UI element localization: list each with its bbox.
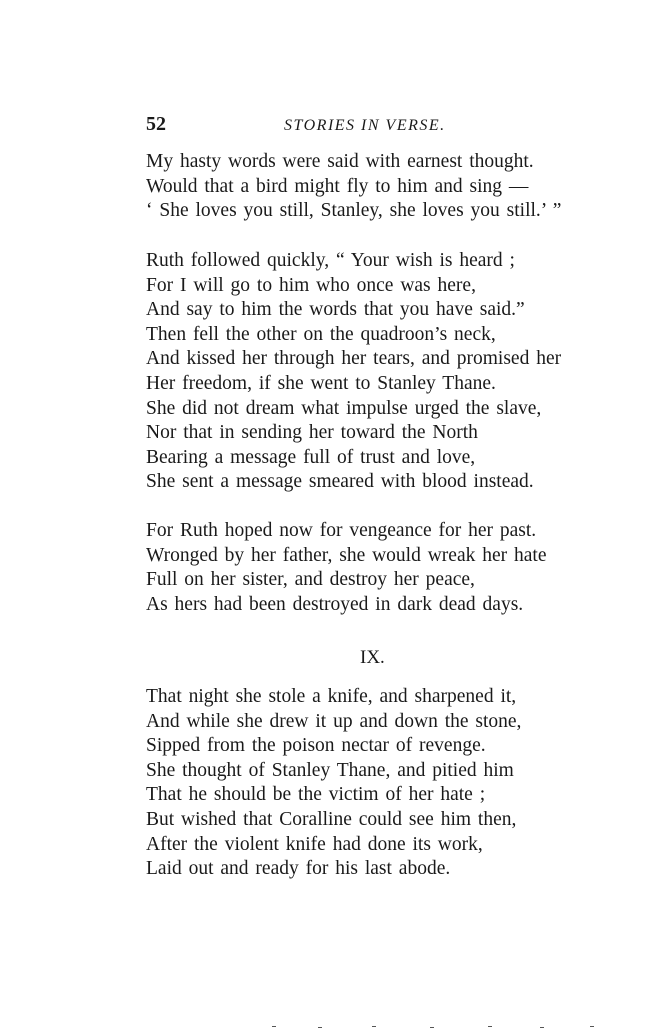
verse-line: And say to him the words that you have said.”	[146, 299, 525, 321]
stanza	[146, 685, 586, 882]
stanza	[146, 519, 586, 617]
scan-speck	[430, 1027, 434, 1028]
verse-line: That he should be the victim of her hate ;	[146, 784, 486, 806]
scan-speck	[540, 1027, 544, 1028]
scan-speck	[272, 1026, 276, 1027]
verse-line: For Ruth hoped now for vengeance for her past.	[146, 520, 537, 541]
verse-line: That night she stole a knife, and sharpened it,	[146, 686, 517, 707]
verse-line: She sent a message smeared with blood instead.	[146, 471, 534, 493]
scan-speck	[488, 1026, 492, 1027]
verse-line: Would that a bird might fly to him and sing —	[146, 175, 529, 197]
verse-line: As hers had been destroyed in dark dead days.	[146, 593, 524, 615]
verse-line: She did not dream what impulse urged the slave,	[146, 397, 542, 419]
verse-line: She thought of Stanley Thane, and pitied him	[146, 759, 514, 781]
verse-line: But wished that Coralline could see him then,	[146, 808, 517, 830]
verse-line: Nor that in sending her toward the North	[146, 422, 478, 444]
verse-line: My hasty words were said with earnest thought.	[146, 151, 534, 172]
verse-line: Ruth followed quickly, “ Your wish is heard ;	[146, 250, 515, 271]
verse-line: Bearing a message full of trust and love,	[146, 446, 476, 468]
page-number: 52	[146, 113, 166, 135]
verse-line: Her freedom, if she went to Stanley Thane.	[146, 372, 496, 394]
section-numeral: IX.	[360, 647, 385, 668]
verse-line: ‘ She loves you still, Stanley, she loves you still.’ ”	[146, 200, 562, 222]
verse-line: Laid out and ready for his last abode.	[146, 858, 451, 880]
verse-line: And kissed her through her tears, and promised her	[146, 348, 562, 370]
running-head: STORIES IN VERSE.	[284, 117, 446, 134]
scan-speck	[318, 1027, 322, 1028]
verse-line: Sipped from the poison nectar of revenge.	[146, 735, 486, 757]
scan-speck	[590, 1026, 594, 1027]
stanza	[146, 150, 586, 224]
verse-line: After the violent knife had done its work,	[146, 833, 483, 855]
verse-line: Full on her sister, and destroy her peace,	[146, 569, 475, 591]
verse-line: Then fell the other on the quadroon’s neck,	[146, 323, 496, 345]
verse-line: And while she drew it up and down the stone,	[146, 710, 522, 732]
verse-line: Wronged by her father, she would wreak her hate	[146, 544, 547, 566]
scan-speck	[372, 1026, 376, 1027]
verse-line: For I will go to him who once was here,	[146, 274, 476, 296]
stanza	[146, 249, 586, 495]
